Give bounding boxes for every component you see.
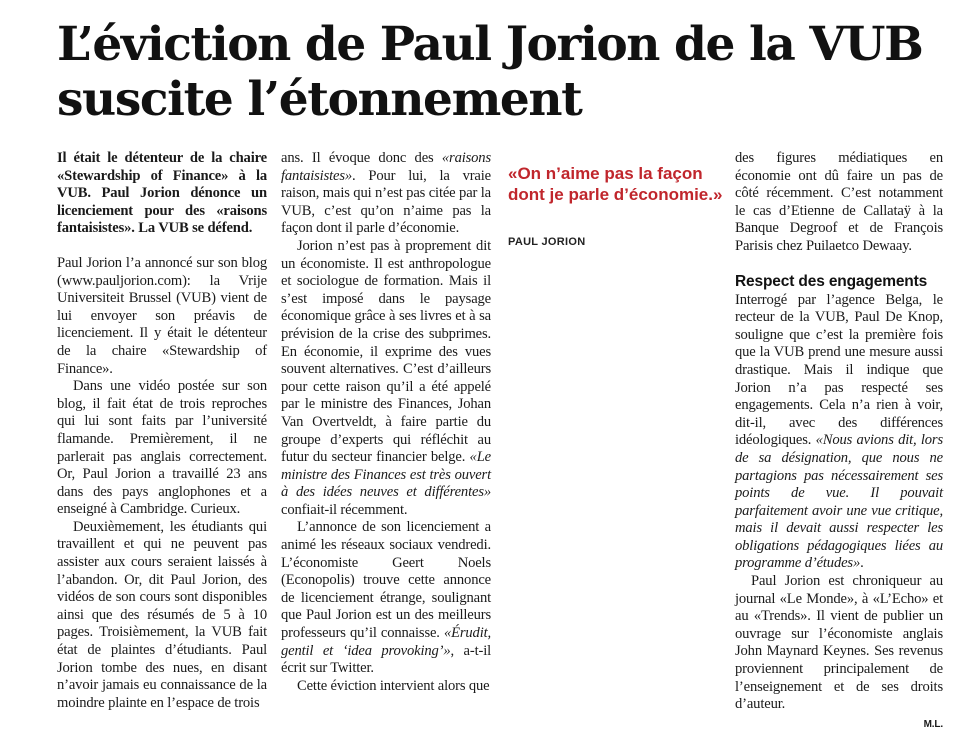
italic-quote: «Le ministre des Finances est très ouvert à des idées neuves et différentes»: [281, 449, 491, 501]
column-4: [735, 150, 943, 733]
paragraph: Paul Jorion l’a annoncé sur son blog (www.pauljorion.com): la Vrije Universiteit Brussel (VUB) vient de lui envoyer son préavis de licenciement. Il y était le détenteur de la chaire «Stewardship of Finance».: [57, 254, 267, 377]
subheading: Respect des engagements: [735, 272, 928, 290]
paragraph: Paul Jorion est chroniqueur au journal «Le Monde», à «L’Echo» et au «Trends». Il vient de publier un ouvrage sur l’économiste anglais John Maynard Keynes. Ses revenus proviennent principalement de l’enseignement et de ses droits d’auteur.: [735, 573, 943, 713]
text-run: .: [860, 555, 864, 572]
paragraph: [281, 519, 491, 677]
italic-quote: «Érudit, gentil et ‘idea provoking’»: [281, 625, 491, 659]
column-1: [57, 150, 267, 712]
italic-quote: «Nous avions dit, lors de sa désignation, que nous ne partagions pas nécessairement ses points de vue. Il pouvait parfaitement avoir une vue critique, mais il devait aussi respecter les obligations pédagogiques liées au programme d’études»: [735, 432, 943, 572]
paragraph: [281, 150, 491, 238]
text-run: L’annonce de son licenciement a animé les réseaux sociaux vendredi. L’économiste Geert Noels (Econopolis) trouve cette annonce de licenciement étrange, soulignant que Paul Jorion est un des meilleurs professeurs qu’il connaisse.: [281, 519, 491, 642]
lede: Il était le détenteur de la chaire «Stewardship of Finance» à la VUB. Paul Jorion dénonce un licenciement pour des «raisons fantaisistes». La VUB se défend.: [57, 150, 267, 237]
paragraph: des figures médiatiques en économie ont dû faire un pas de côté récemment. C’est notamment le cas d’Etienne de Callataÿ à la Banque Degroof et de François Parisis chez Puilaetco Dewaay.: [735, 150, 943, 254]
paragraph: Deuxièmement, les étudiants qui travaillent et qui ne peuvent pas assister aux cours seraient laissés à l’abandon. Or, dit Paul Jorion, des vidéos de son cours sont disponibles ainsi que des résumés de 5 à 10 pages. Troisièmement, la VUB fait état de plaintes d’étudiants. Paul Jorion tombe des nues, en disant n’avoir jamais eu connaissance de la moindre plainte en l’espace de trois: [57, 518, 267, 711]
text-run: confiait-il récemment.: [281, 501, 408, 518]
paragraph: Dans une vidéo postée sur son blog, il fait état de trois reproches qui lui sont faits par l’université flamande. Premièrement, il ne parlerait pas anglais correctement. Or, Paul Jorion a travaillé 23 ans dans des pays anglophones et a enseigné à Cambridge. Curieux.: [57, 378, 267, 518]
paragraph: Cette éviction intervient alors que: [297, 677, 490, 694]
pull-quote-author: PAUL JORION: [508, 236, 586, 248]
column-2: [281, 150, 491, 695]
text-run: , a-t-il écrit sur Twitter.: [281, 642, 491, 677]
pull-quote: «On n’aime pas la façon dont je parle d’économie.»: [508, 164, 723, 204]
paragraph: [735, 292, 943, 574]
paragraph: [281, 238, 491, 520]
italic-quote: «raisons fantaisistes»: [281, 150, 491, 184]
text-run: Interrogé par l’agence Belga, le recteur de la VUB, Paul De Knop, souligne que c’est la première fois que la VUB prend une mesure aussi drastique. Mais il indique que Jorion n’a pas respecté ses engagements. Cela n’a rien à voir, dit-il, avec des différences idéologiques.: [735, 291, 943, 449]
author-signature: M.L.: [923, 718, 943, 730]
text-run: ans. Il évoque donc des: [281, 150, 442, 166]
text-run: Jorion n’est pas à proprement dit un économiste. Il est anthropologue et sociologue de formation. Mais il s’est imposé dans le paysage économique grâce à ses livres et à sa prévision de la crise des subprimes. En économie, il exprime des vues souvent alternatives. C’est d’ailleurs pour cette raison qu’il a été appelé par le ministre des Finances, Johan Van Overtveldt, à faire partie du groupe d’experts qui réfléchit au futur du secteur financier belge.: [281, 237, 491, 466]
text-run: . Pour lui, la vraie raison, mais qui n’est pas citée par la VUB, c’est qu’on n’aime pas la façon dont il parle d’économie.: [281, 167, 491, 237]
headline: L’éviction de Paul Jorion de la VUB suscite l’étonnement: [57, 17, 923, 127]
